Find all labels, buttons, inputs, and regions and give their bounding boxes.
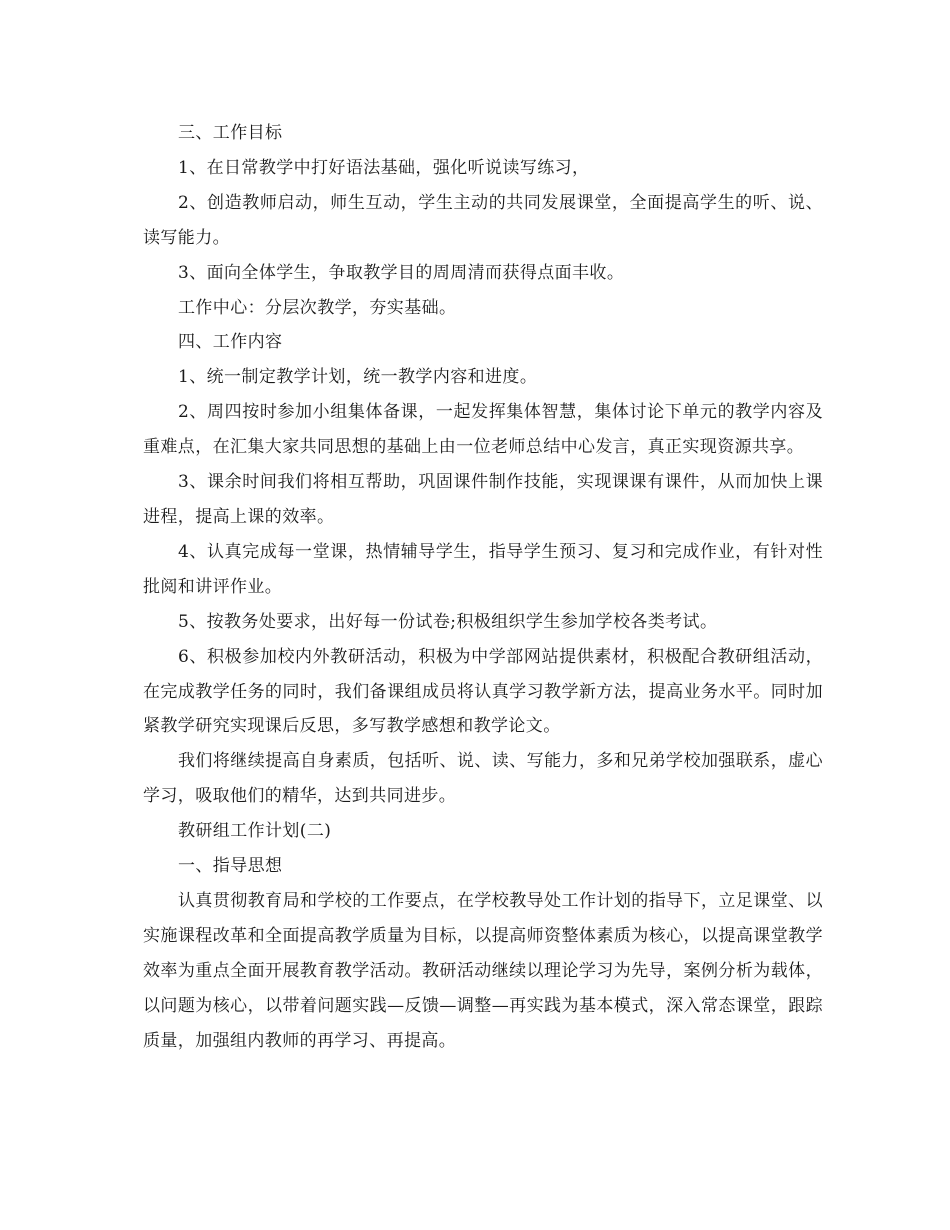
guiding-ideas-paragraph: 认真贯彻教育局和学校的工作要点，在学校教导处工作计划的指导下，立足课堂、以实施课程改革和全面提高教学质量为目标，以提高师资整体素质为核心，以提高课堂教学效率为重点全面开展教育教学活动。教研活动继续以理论学习为先导，案例分析为载体，以问题为核心，以带着问题实践—反馈—调整—再实践为基本模式，深入常态课堂，跟踪质量，加强组内教师的再学习、再提高。 <box>143 890 823 1051</box>
content-item-4: 4、认真完成每一堂课，热情辅导学生，指导学生预习、复习和完成作业，有针对性批阅和讲评作业。 <box>143 541 823 597</box>
closing-paragraph: 我们将继续提高自身素质，包括听、说、读、写能力，多和兄弟学校加强联系，虚心学习，吸取他们的精华，达到共同进步。 <box>143 751 823 807</box>
content-item-5: 5、按教务处要求，出好每一份试卷;积极组织学生参加学校各类考试。 <box>178 611 718 632</box>
section-heading-goals: 三、工作目标 <box>178 123 283 143</box>
section-heading-guiding-ideas: 一、指导思想 <box>178 856 283 877</box>
goal-item-2: 2、创造教师启动，师生互动，学生主动的共同发展课堂，全面提高学生的听、说、读写能力。 <box>143 192 823 248</box>
content-item-2: 2、周四按时参加小组集体备课，一起发挥集体智慧，集体讨论下单元的教学内容及重难点，在汇集大家共同思想的基础上由一位老师总结中心发言，真正实现资源共享。 <box>143 402 823 458</box>
content-item-6: 6、积极参加校内外教研活动，积极为中学部网站提供素材，积极配合教研组活动，在完成教学任务的同时，我们备课组成员将认真学习教学新方法，提高业务水平。同时加紧教学研究实现课后反思，多写教学感想和教学论文。 <box>143 646 823 737</box>
document-body <box>143 116 823 1058</box>
content-item-3: 3、课余时间我们将相互帮助，巩固课件制作技能，实现课课有课件，从而加快上课进程，提高上课的效率。 <box>143 472 823 527</box>
section-heading-content: 四、工作内容 <box>178 332 283 353</box>
content-item-1: 1、统一制定教学计划，统一教学内容和进度。 <box>178 367 538 388</box>
goal-item-3: 3、面向全体学生，争取教学目的周周清而获得点面丰收。 <box>178 262 625 283</box>
goal-item-1: 1、在日常教学中打好语法基础，强化听说读写练习， <box>178 157 590 178</box>
work-focus: 工作中心：分层次教学，夯实基础。 <box>178 297 457 318</box>
plan-title-2: 教研组工作计划(二) <box>178 821 332 842</box>
